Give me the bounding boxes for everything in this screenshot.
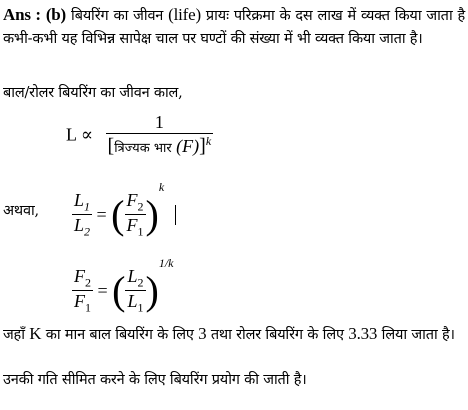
formula1-fraction xyxy=(106,112,214,158)
answer-option: (b) xyxy=(45,5,66,24)
formula3-rhs-fraction xyxy=(125,266,145,316)
answer-text-1: बियरिंग का जीवन xyxy=(70,8,164,24)
formula-life-proportional xyxy=(66,112,213,158)
note-text-2: का मान बाल बियरिंग के लिए xyxy=(45,327,194,343)
text-cursor xyxy=(175,205,177,225)
formula2-F2: F xyxy=(126,189,138,210)
formula3-L1: L xyxy=(127,291,138,312)
athva-label: अथवा, xyxy=(3,203,39,219)
formula1-lhs: L ∝ xyxy=(66,124,94,145)
formula3-L1-sub: 1 xyxy=(137,300,144,315)
formula2-F1-sub: 1 xyxy=(137,224,144,239)
answer-prefix: Ans : xyxy=(3,5,41,24)
formula2-L2: L xyxy=(74,215,85,236)
answer-paragraph xyxy=(3,3,465,51)
formula2-F1: F xyxy=(126,215,138,236)
formula2-L1-sub: 1 xyxy=(84,199,91,214)
formula2-lhs-fraction xyxy=(72,190,92,240)
life-label: बाल/रोलर बियरिंग का जीवन काल, xyxy=(3,85,183,101)
answer-text-2: प्रायः परिक्रमा के दस लाख में व्यक्त किया जाता है कभी-कभी यह विभिन्न सापेक्ष चाल पर घण्टों की संख्या में भी व्यक्त किया जाता है। xyxy=(3,8,465,47)
note-num-3: 3 xyxy=(198,324,207,343)
formula1-denominator: [त्रिज्यक भार (F)]$^k$ xyxy=(107,134,212,157)
formula3-F2-sub: 2 xyxy=(85,275,91,290)
formula3-F2: F xyxy=(74,265,85,286)
formula3-equals: = xyxy=(97,280,108,301)
formula1-exponent: k xyxy=(205,134,212,148)
formula2-rhs-fraction xyxy=(125,190,146,240)
formula-load-ratio: $\frac{F_2}{F_1}$ = ( $\frac{L_2}{L_1}$ )$^{1/k}$ xyxy=(74,256,174,315)
note-num-333: 3.33 xyxy=(348,324,378,343)
formula3-lhs-fraction xyxy=(72,266,93,316)
note-text-1: जहाँ xyxy=(3,327,25,343)
formula3-exponent: 1/k xyxy=(158,256,174,270)
formula2-L2-sub: 2 xyxy=(84,224,91,239)
formula3-F1-sub: 1 xyxy=(85,300,91,315)
formula3-L2-sub: 2 xyxy=(137,275,144,290)
note-text-4: लिया जाता है। xyxy=(381,327,455,343)
formula1-numerator: 1 xyxy=(154,112,164,132)
life-word: (life) xyxy=(168,5,201,24)
formula2-L1: L xyxy=(74,189,85,210)
formula3-L2: L xyxy=(127,265,138,286)
formula3-F1: F xyxy=(74,291,85,312)
note-k-var: K xyxy=(29,324,42,343)
formula1-denominator-text: त्रिज्यक भार xyxy=(114,141,172,156)
formula2-equals: = xyxy=(96,204,107,225)
formula-life-ratio: $\frac{L_1}{L_2}$ = ( $\frac{F_2}{F_1}$ )$^k$ xyxy=(72,180,176,240)
closing-line: उनकी गति सीमित करने के लिए बियरिंग प्रयोग की जाती है। xyxy=(3,372,307,388)
formula2-F2-sub: 2 xyxy=(137,199,144,214)
formula2-exponent: k xyxy=(158,180,165,194)
note-paragraph xyxy=(3,322,465,347)
note-text-3: तथा रोलर बियरिंग के लिए xyxy=(210,327,344,343)
formula1-denominator-var: (F) xyxy=(176,136,200,156)
